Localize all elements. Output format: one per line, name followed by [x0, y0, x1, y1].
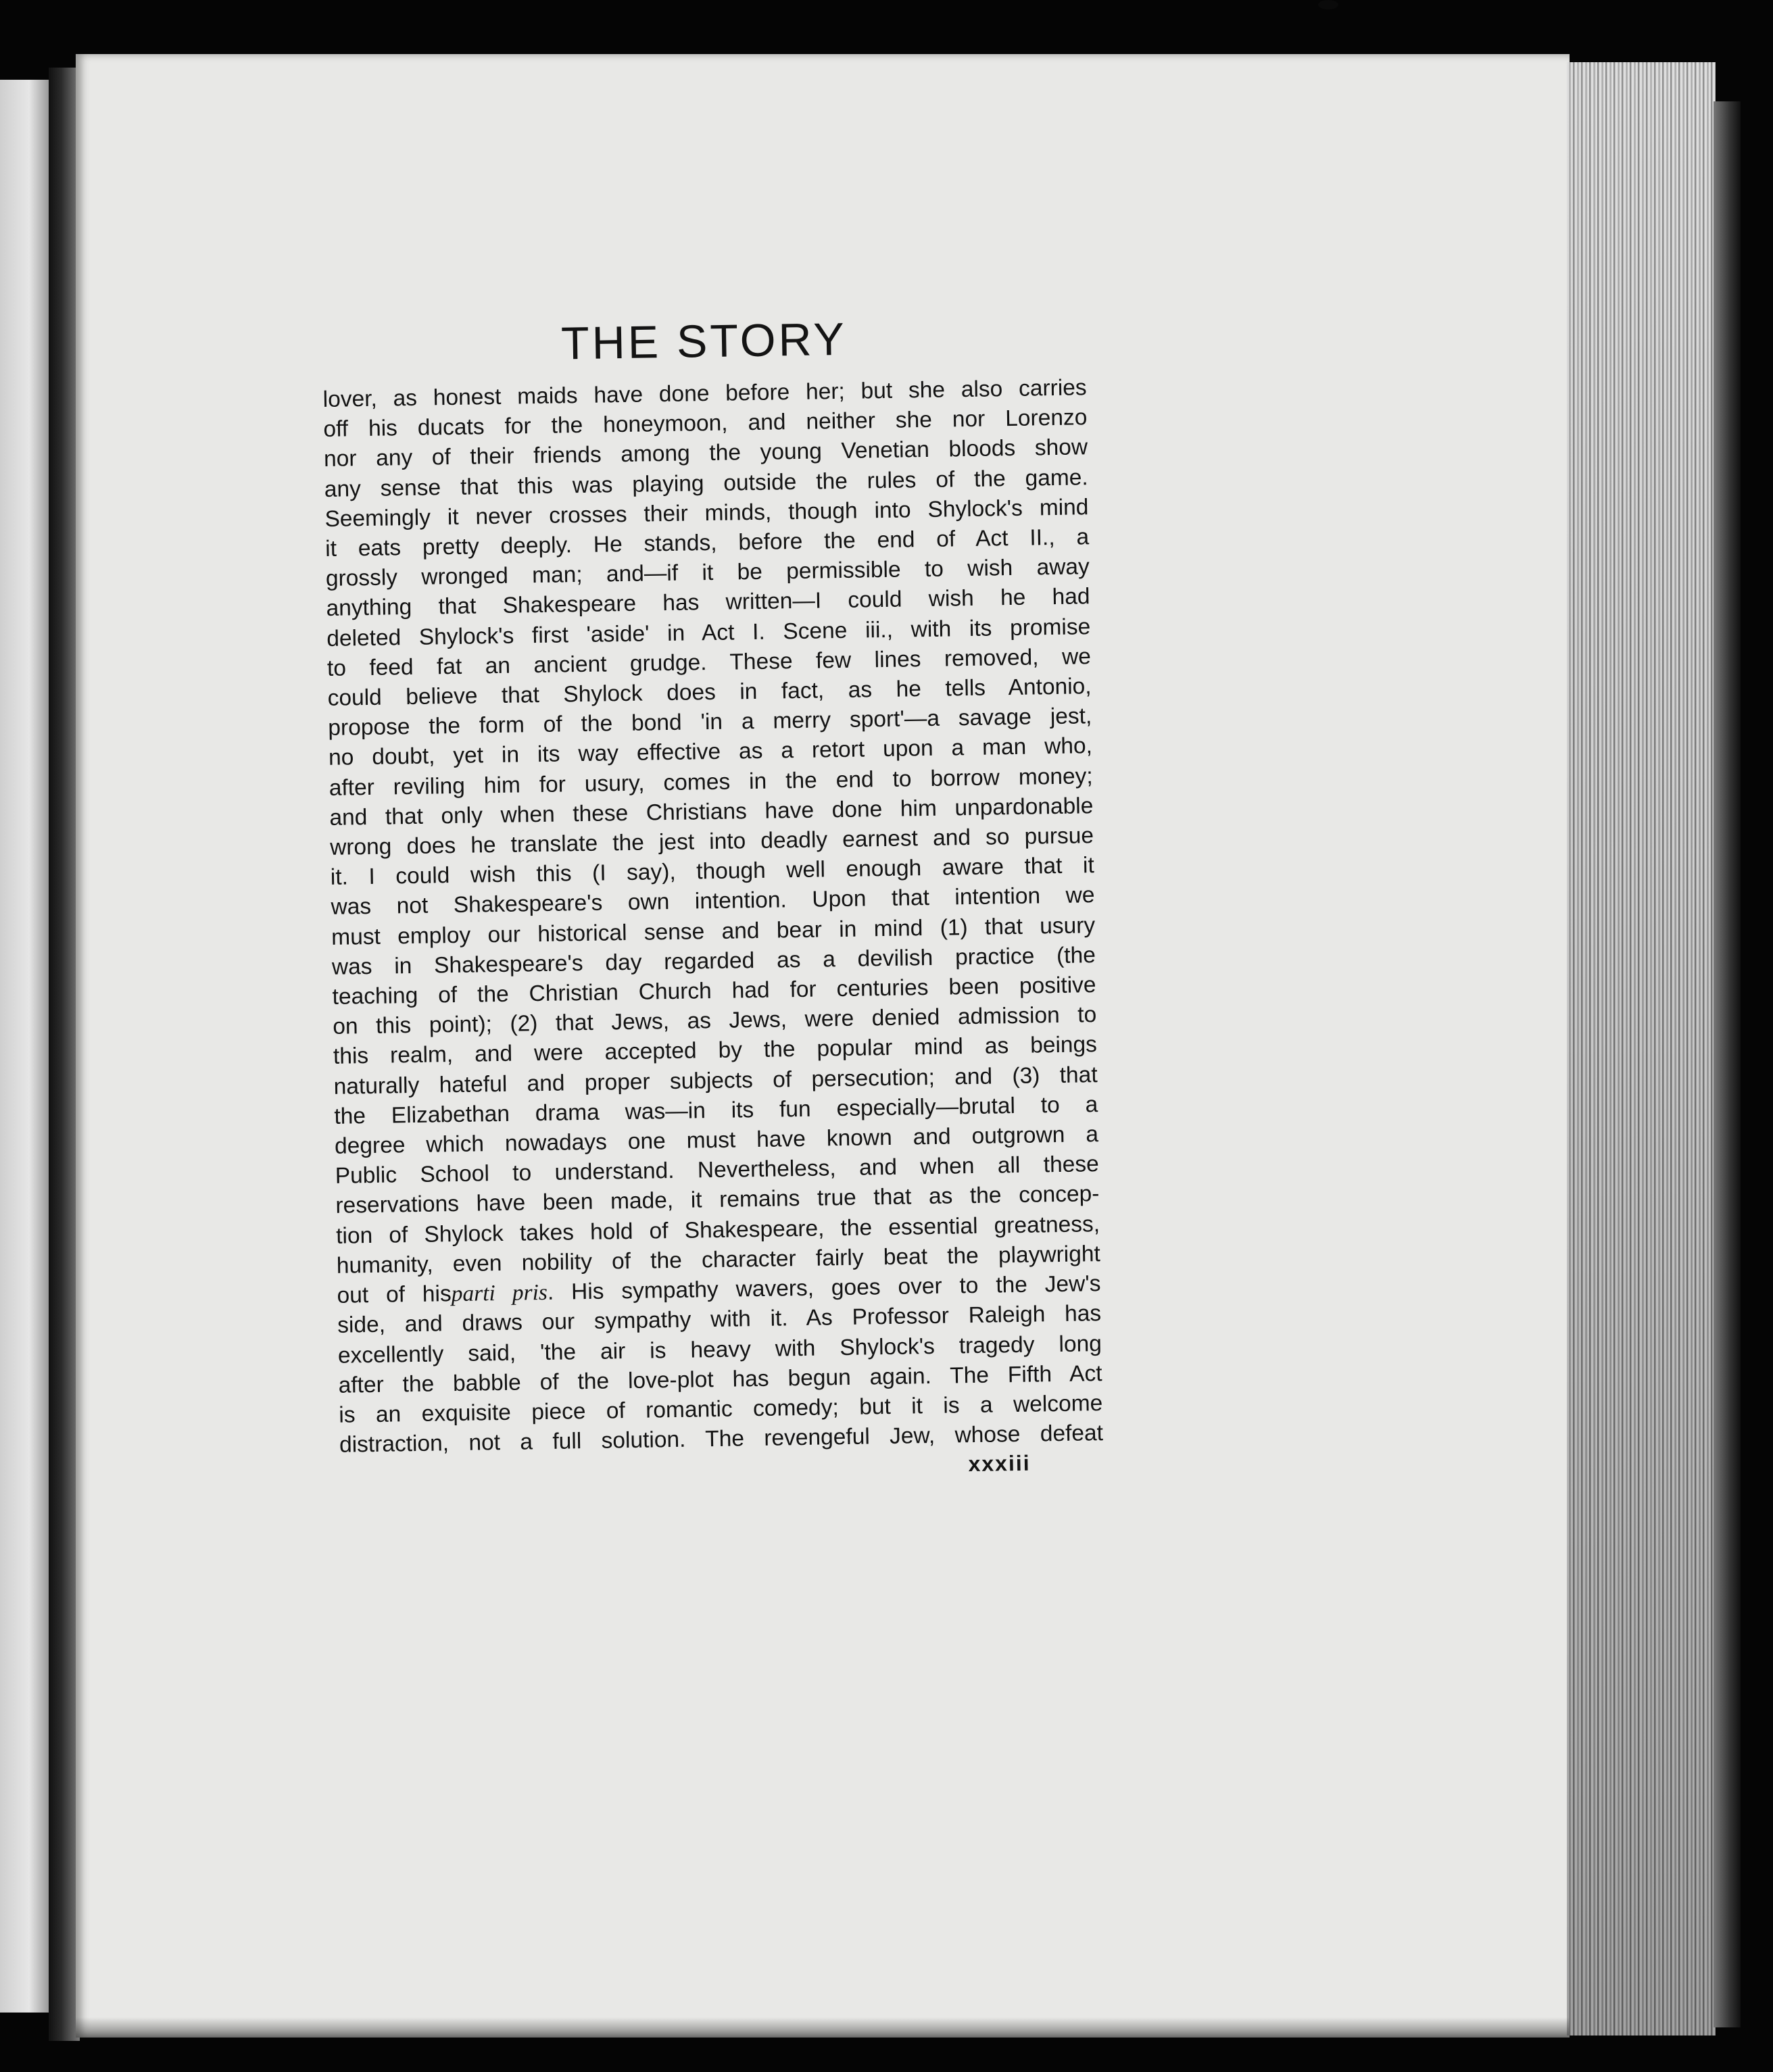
text-line: grossly wronged man; and—if it be permissible to wish away: [325, 554, 1090, 592]
page-text-block: [322, 312, 1104, 1487]
text-line: was not Shakespeare's own intention. Upon that intention we: [331, 883, 1095, 920]
page-bottom-shadow: [76, 2017, 1570, 2038]
book-cover-edge: [1714, 101, 1741, 2027]
text-line: could believe that Shylock does in fact, as he tells Antonio,: [327, 674, 1092, 711]
page-number: xxxiii: [968, 1451, 1031, 1477]
text-line: wrong does he translate the jest into deadly earnest and so pursue: [329, 823, 1094, 860]
text-line: any sense that this was playing outside the rules of the game.: [324, 464, 1088, 502]
body-text: [322, 373, 1103, 1460]
text-line: off his ducats for the honeymoon, and neither she nor Lorenzo: [323, 405, 1088, 443]
text-line: naturally hateful and proper subjects of persecution; and (3) that: [333, 1062, 1098, 1100]
text-line: Seemingly it never crosses their minds, though into Shylock's mind: [324, 495, 1089, 532]
text-line: must employ our historical sense and bear in mind (1) that usury: [331, 912, 1096, 950]
scan-artifact: [1318, 0, 1338, 9]
text-line: is an exquisite piece of romantic comedy; but it is a welcome: [339, 1390, 1103, 1428]
text-line: this realm, and were accepted by the popular mind as beings: [333, 1032, 1098, 1070]
text-line: deleted Shylock's first 'aside' in Act I. Scene iii., with its promise: [326, 614, 1091, 651]
italic-phrase: parti pris: [451, 1280, 548, 1307]
text-line: humanity, even nobility of the character fairly beat the playwright: [336, 1241, 1101, 1279]
page-heading: THE STORY: [560, 313, 848, 370]
text-segment: . His sympathy wavers, goes over to the Jew's: [547, 1271, 1101, 1306]
text-line: distraction, not a full solution. The revengeful Jew, whose defeat: [339, 1421, 1104, 1458]
text-line: degree which nowadays one must have known and outgrown a: [334, 1122, 1099, 1159]
text-line: was in Shakespeare's day regarded as a devilish practice (the: [331, 942, 1096, 980]
text-line: the Elizabethan drama was—in its fun especially—brutal to a: [334, 1091, 1098, 1129]
text-line: it eats pretty deeply. He stands, before the end of Act II., a: [324, 524, 1090, 562]
text-line: on this point); (2) that Jews, as Jews, were denied admission to: [333, 1002, 1097, 1040]
text-line: it. I could wish this (I say), though well enough aware that it: [330, 853, 1095, 891]
text-segment: out of his: [337, 1281, 452, 1308]
text-line: propose the form of the bond 'in a merry sport'—a savage jest,: [328, 704, 1092, 741]
text-line: no doubt, yet in its way effective as a retort upon a man who,: [328, 733, 1093, 771]
text-line: nor any of their friends among the young Venetian bloods show: [323, 435, 1088, 472]
page-edges-shade: [1567, 62, 1716, 2036]
text-line: side, and draws our sympathy with it. As Professor Raleigh has: [337, 1301, 1102, 1339]
text-line: tion of Shylock takes hold of Shakespeare, the essential greatness,: [335, 1211, 1100, 1249]
text-line: Public School to understand. Nevertheless, and when all these: [335, 1152, 1099, 1189]
left-facing-page-edge: [0, 80, 49, 2013]
text-line: after reviling him for usury, comes in the end to borrow money;: [329, 763, 1093, 801]
text-line: lover, as honest maids have done before her; but she also carries: [322, 375, 1087, 412]
text-line: anything that Shakespeare has written—I could wish he had: [326, 584, 1090, 622]
text-line: teaching of the Christian Church had for centuries been positive: [332, 972, 1096, 1010]
text-line: and that only when these Christians have done him unpardonable: [329, 793, 1094, 831]
text-line: reservations have been made, it remains true that as the concep-: [335, 1181, 1100, 1219]
text-line: after the babble of the love-plot has begun again. The Fifth Act: [338, 1360, 1102, 1398]
text-line: excellently said, 'the air is heavy with Shylock's tragedy long: [337, 1331, 1102, 1368]
text-line: to feed fat an ancient grudge. These few lines removed, we: [326, 644, 1092, 681]
